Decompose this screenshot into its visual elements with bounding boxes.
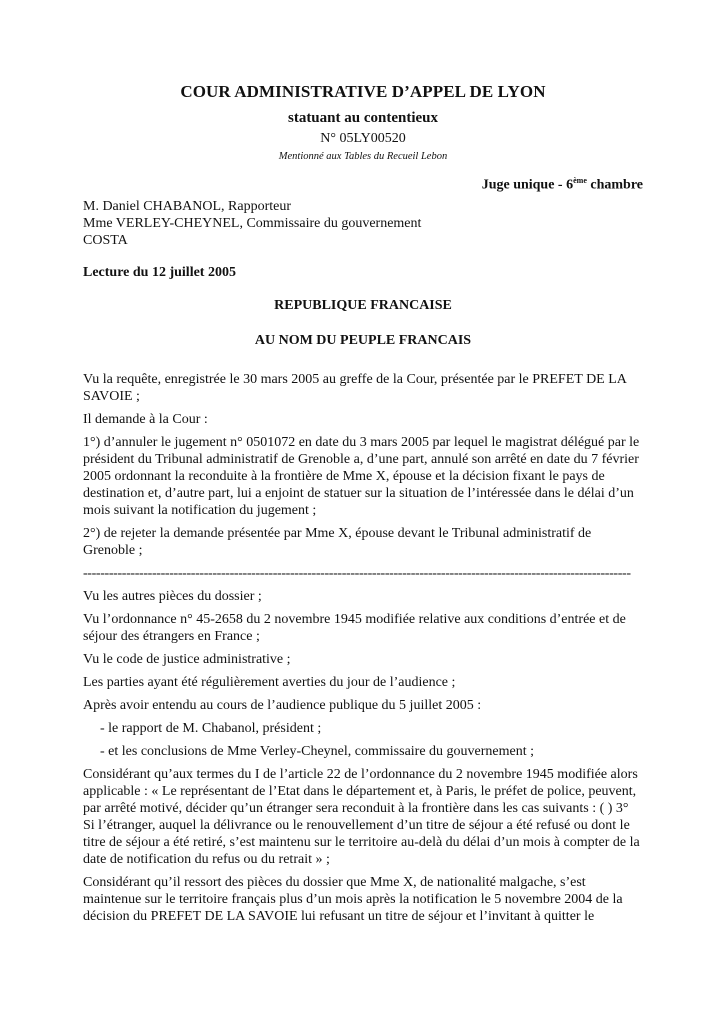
paragraph-conclusion-2: 2°) de rejeter la demande présentée par Mme X, épouse devant le Tribunal administratif de Grenoble ; — [83, 525, 592, 558]
paragraph-demande: Il demande à la Cour : — [83, 411, 208, 427]
party-commissaire: Mme VERLEY-CHEYNEL, Commissaire du gouvernement — [83, 215, 422, 231]
juge-suffix: chambre — [586, 177, 643, 193]
paragraph-considerant-1: Considérant qu’aux termes du I de l’article 22 de l’ordonnance du 2 novembre 1945 modifiée alors applicable : « Le représentant de l’Etat dans le département et, à Paris, le préfet de police, peuvent, par arrêté motivé, décider qu’un étranger sera reconduit à la frontière dans les cas suivants : ( ) 3° Si l’étranger, auquel la délivrance ou le renouvellement d’un titre de séjour a été refusé ou dont le titre de séjour a été retiré, s’est maintenu sur le territoire au-delà du délai d’un mois à compter de la date de notification du refus ou du retrait » ; — [83, 766, 640, 867]
paragraph-conclusions: - et les conclusions de Mme Verley-Cheynel, commissaire du gouvernement ; — [100, 743, 535, 759]
parties-block — [83, 198, 643, 249]
juge-prefix: Juge unique - 6 — [481, 177, 574, 193]
paragraph-requete: Vu la requête, enregistrée le 30 mars 2005 au greffe de la Cour, présentée par le PREFET DE LA SAVOIE ; — [83, 371, 627, 404]
peuple-heading: AU NOM DU PEUPLE FRANCAIS — [254, 332, 472, 348]
republique-heading: REPUBLIQUE FRANCAISE — [274, 297, 452, 313]
document-page — [83, 80, 643, 931]
paragraph-pieces: Vu les autres pièces du dossier ; — [83, 588, 262, 604]
court-title: COUR ADMINISTRATIVE D’APPEL DE LYON — [180, 82, 546, 101]
statuant-subtitle: statuant au contentieux — [287, 110, 438, 126]
party-costa: COSTA — [83, 232, 128, 248]
lecture-date: Lecture du 12 juillet 2005 — [83, 264, 236, 280]
paragraph-conclusion-1: 1°) d’annuler le jugement n° 0501072 en date du 3 mars 2005 par lequel le magistrat délégué par le président du Tribunal administratif de Grenoble a, d’une part, annulé son arrêté en date du 7 février 2005 ordonnant la reconduite à la frontière de Mme X, épouse et la décision fixant le pays de destination et, d’autre part, lui a enjoint de statuer sur la situation de l’intéressée dans le délai d’un mois suivant la notification du jugement ; — [83, 434, 640, 518]
juge-unique-line — [83, 176, 643, 194]
paragraph-code: Vu le code de justice administrative ; — [83, 651, 291, 667]
juge-superscript: ème — [573, 176, 587, 185]
case-number: N° 05LY00520 — [320, 131, 406, 146]
party-rapporteur: M. Daniel CHABANOL, Rapporteur — [83, 198, 292, 214]
paragraph-rapport: - le rapport de M. Chabanol, président ; — [100, 720, 322, 736]
paragraph-considerant-2: Considérant qu’il ressort des pièces du dossier que Mme X, de nationalité malgache, s’est maintenue sur le territoire français plus d’un mois après la notification le 5 novembre 2004 de la décision du PREFET DE LA SAVOIE lui refusant un titre de séjour et l’invitant à quitter le — [83, 874, 623, 924]
lebon-mention: Mentionné aux Tables du Recueil Lebon — [278, 151, 448, 162]
paragraph-ordonnance: Vu l’ordonnance n° 45-2658 du 2 novembre 1945 modifiée relative aux conditions d’entrée et de séjour des étrangers en France ; — [83, 611, 626, 644]
paragraph-parties-averties: Les parties ayant été régulièrement averties du jour de l’audience ; — [83, 674, 456, 690]
paragraph-audience: Après avoir entendu au cours de l’audience publique du 5 juillet 2005 : — [83, 697, 482, 713]
separator-line: ------------------------------------------------------------------------------------------------------------------------------- — [83, 565, 631, 581]
